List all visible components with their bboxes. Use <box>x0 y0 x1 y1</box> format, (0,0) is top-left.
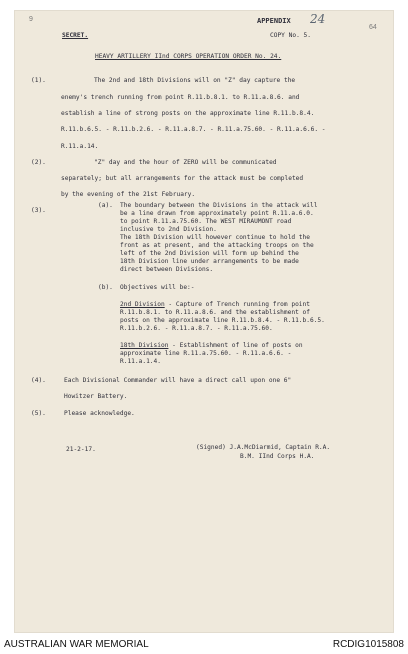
page-mark-right: 64 <box>369 24 377 31</box>
div2-line: R.11.b.2.6. - R.11.a.8.7. - R.11.a.75.60. <box>120 325 273 332</box>
para-3a-line: The boundary between the Divisions in the attack will <box>120 202 318 209</box>
copy-number: COPY No. 5. <box>270 32 311 39</box>
div2-line: posts on the approximate line R.11.b.8.4. - R.11.b.6.5. <box>120 317 325 324</box>
para-4-line: Each Divisional Commander will have a direct call upon one 6" <box>64 377 292 384</box>
para-3a-line: be a line drawn from approximately point R.11.a.6.0. <box>120 210 314 217</box>
para-1-number: (1). <box>31 77 46 84</box>
para-3a-line: left of the 2nd Division will form up behind the <box>120 250 299 257</box>
para-4-line: Howitzer Battery. <box>64 393 128 400</box>
order-date: 21-2-17. <box>66 446 96 453</box>
div2-objective-first-line <box>120 301 310 309</box>
para-1-line: R.11.b.6.5. - R.11.b.2.6. - R.11.a.8.7. - R.11.a.75.60. - R.11.a.6.6. - <box>61 126 326 133</box>
signature-line: (Signed) J.A.McDiarmid, Captain R.A. <box>196 444 331 451</box>
order-title: HEAVY ARTILLERY IInd CORPS OPERATION ORDER No. 24. <box>95 53 282 60</box>
appendix-label: APPENDIX <box>257 17 291 25</box>
page-mark-left: 9 <box>29 16 33 23</box>
para-5-number: (5). <box>31 410 46 417</box>
para-3a-line: inclusive to 2nd Division. <box>120 226 217 233</box>
para-4-number: (4). <box>31 377 46 384</box>
para-3a-line: direct between Divisions. <box>120 266 214 273</box>
div2-label: 2nd Division <box>120 301 165 308</box>
para-1-line: enemy's trench running from point R.11.b.8.1. to R.11.a.8.6. and <box>61 94 300 101</box>
para-1-line: R.11.a.14. <box>61 143 99 150</box>
para-2-line: "Z" day and the hour of ZERO will be communicated <box>94 159 277 166</box>
footer-archive-name: AUSTRALIAN WAR MEMORIAL <box>4 639 149 650</box>
para-1-line: establish a line of strong posts on the approximate line R.11.b.8.4. <box>61 110 315 117</box>
para-3b-number: (b). <box>98 284 113 291</box>
div18-line: - Establishment of line of posts on <box>168 342 303 349</box>
para-3a-number: (a). <box>98 202 113 209</box>
objectives-intro: Objectives will be:- <box>120 284 195 291</box>
para-5-text: Please acknowledge. <box>64 410 135 417</box>
para-2-number: (2). <box>31 159 46 166</box>
para-1-line: The 2nd and 18th Divisions will on "Z" day capture the <box>94 77 296 84</box>
para-2-line: by the evening of the 21st February. <box>61 191 196 198</box>
para-3a-line: front as at present, and the attacking troops on the <box>120 242 314 249</box>
div18-label: 18th Division <box>120 342 169 349</box>
para-3a-line: 18th Division line under arrangements to be made <box>120 258 299 265</box>
div2-line: - Capture of Trench running from point <box>164 301 310 308</box>
div18-line: approximate line R.11.a.75.60. - R.11.a.6.6. - <box>120 350 292 357</box>
para-2-line: separately; but all arrangements for the attack must be completed <box>61 175 304 182</box>
div18-objective-first-line <box>120 342 303 350</box>
para-3a-line: The 18th Division will however continue to hold the <box>120 234 310 241</box>
signature-unit: B.M. IInd Corps H.A. <box>240 453 315 460</box>
document-page <box>14 10 394 633</box>
secret-label: SECRET. <box>62 32 89 39</box>
div2-line: R.11.b.8.1. to R.11.a.8.6. and the establishment of <box>120 309 310 316</box>
footer-record-id: RCDIG1015808 <box>332 639 404 650</box>
para-3-number: (3). <box>31 207 46 214</box>
para-3a-line: to point R.11.a.75.60. The WEST MIRAUMONT road <box>120 218 292 225</box>
appendix-number: 24 <box>310 12 326 26</box>
div18-line: R.11.a.1.4. <box>120 358 161 365</box>
